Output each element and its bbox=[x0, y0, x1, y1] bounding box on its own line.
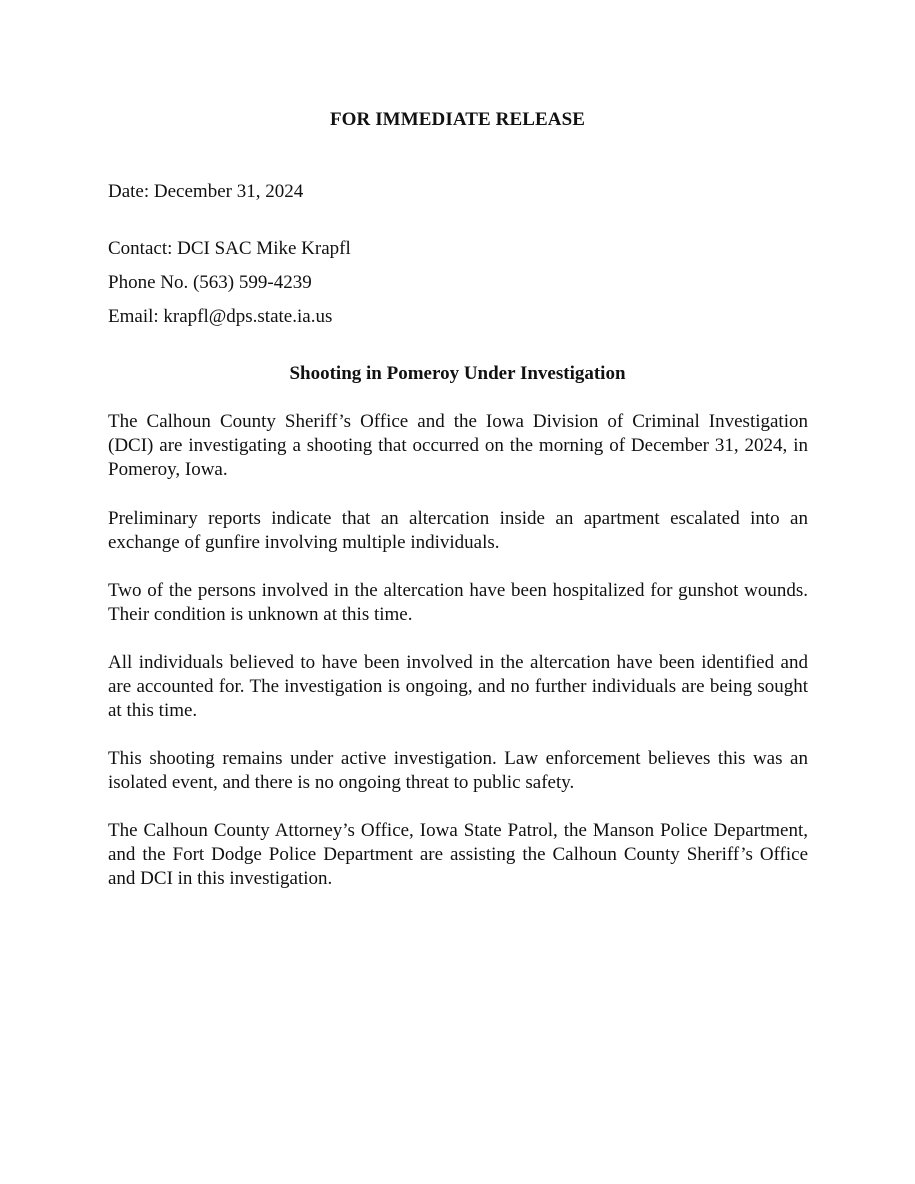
contact-name: Contact: DCI SAC Mike Krapfl bbox=[108, 238, 351, 259]
body-paragraph-3: Two of the persons involved in the altercation have been hospitalized for gunshot wounds. Their condition is unknown at this time. bbox=[108, 580, 808, 625]
body-paragraph-1: The Calhoun County Sheriff’s Office and the Iowa Division of Criminal Investigation (DCI) are investigating a shooting that occurred on the morning of December 31, 2024, in Pomeroy, Iowa. bbox=[108, 411, 808, 480]
release-date: Date: December 31, 2024 bbox=[108, 181, 304, 202]
contact-email: Email: krapfl@dps.state.ia.us bbox=[108, 306, 333, 327]
body-paragraph-2: Preliminary reports indicate that an altercation inside an apartment escalated into an exchange of gunfire involving multiple individuals. bbox=[108, 508, 808, 553]
body-paragraph-5: This shooting remains under active investigation. Law enforcement believes this was an isolated event, and there is no ongoing threat to public safety. bbox=[108, 748, 808, 793]
headline: Shooting in Pomeroy Under Investigation bbox=[289, 363, 626, 384]
body-paragraph-4: All individuals believed to have been involved in the altercation have been identified and are accounted for. The investigation is ongoing, and no further individuals are being sought at this time. bbox=[108, 652, 808, 721]
body-paragraph-6: The Calhoun County Attorney’s Office, Iowa State Patrol, the Manson Police Department, and the Fort Dodge Police Department are assisting the Calhoun County Sheriff’s Office and DCI in this investigation. bbox=[108, 820, 808, 889]
release-label: FOR IMMEDIATE RELEASE bbox=[329, 109, 586, 130]
contact-phone: Phone No. (563) 599-4239 bbox=[108, 272, 312, 293]
